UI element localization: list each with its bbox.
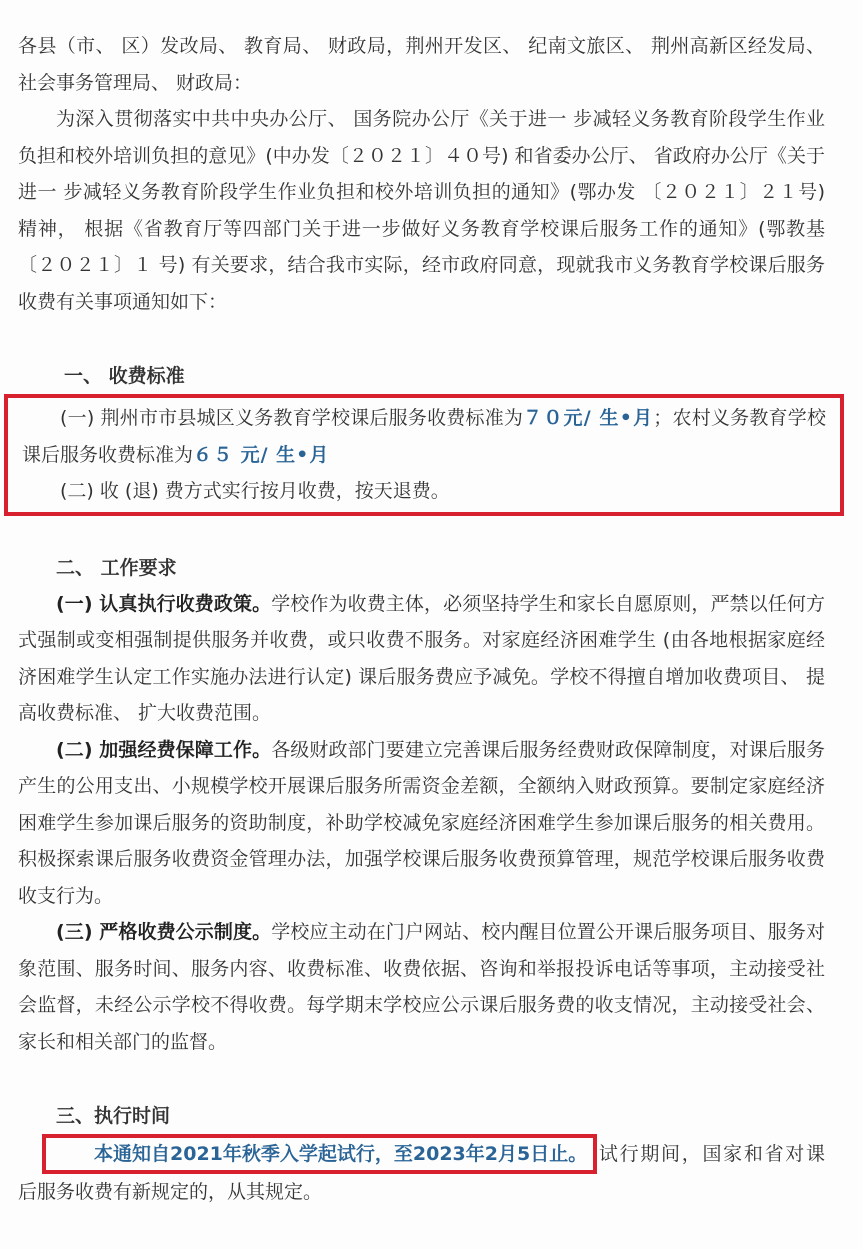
requirement-item-1-body: 学校作为收费主体，必须坚持学生和家长自愿原则，严禁以任何方式强制或变相强制提供服务并收费，或只收费不服务。对家庭经济困难学生 (由各地根据家庭经济困难学生认定工作实施办法进行认定) 课后服务费应予减免。学校不得擅自增加收费项目、 提高收费标准、 扩大收费范围。 [18, 592, 825, 724]
fee-standard-highlight-box [4, 394, 844, 516]
fee-standard-text-b: ；农村义务教育学校课后服务收费标准为 [22, 407, 826, 466]
requirement-item-2 [18, 732, 825, 915]
requirement-item-1 [18, 586, 825, 732]
effective-date-rest: 试行期间，国家和省对课后服务收费有新规定的，从其规定。 [18, 1143, 825, 1203]
urban-fee-price: ７０元/ 生•月 [523, 407, 654, 429]
requirement-item-3-title: (三) 严格收费公示制度。 [56, 921, 272, 943]
spacer [18, 1060, 825, 1098]
rural-fee-price: ６５ 元/ 生•月 [193, 443, 330, 466]
requirement-item-2-title: (二) 加强经费保障工作。 [56, 738, 272, 761]
requirement-item-3 [18, 914, 825, 1060]
requirement-item-1-title: (一) 认真执行收费政策。 [56, 592, 272, 615]
spacer [18, 320, 825, 358]
preamble-paragraph: 为深入贯彻落实中共中央办公厅、 国务院办公厅《关于进一 步减轻义务教育阶段学生作业负担和校外培训负担的意见》(中办发〔２０２１〕４０号) 和省委办公厅、 省政府办公厅《关于进一 步减轻义务教育阶段学生作业负担和校外培训负担的通知》(鄂办发 〔２０２１〕２１号) 精神， 根据《省教育厅等四部门关于进一步做好义务教育学校课后服务工作的通知》(鄂教基 〔２０２１〕１ 号) 有关要求，结合我市实际，经市政府同意，现就我市义务教育学校课后服务收费有关事项通知如下： [18, 108, 825, 313]
effective-date-highlight: 本通知自2021年秋季入学起试行，至2023年2月5日止。 [42, 1134, 597, 1174]
fee-standard-item-2: (二) 收 (退) 费方式实行按月收费，按天退费。 [60, 480, 450, 502]
section-heading-fee-standard: 一、 收费标准 [64, 365, 185, 387]
requirement-item-3-body: 学校应主动在门户网站、校内醒目位置公开课后服务项目、服务对象范围、服务时间、服务内容、收费标准、收费依据、咨询和举报投诉电话等事项，主动接受社会监督，未经公示学校不得收费。每学期末学校应公示课后服务费的收支情况，主动接受社会、家长和相关部门的监督。 [18, 921, 825, 1053]
effective-date-paragraph [18, 1134, 825, 1211]
section-heading-effective-date: 三、执行时间 [56, 1105, 171, 1127]
spacer [18, 516, 825, 550]
requirement-item-2-body: 各级财政部门要建立完善课后服务经费财政保障制度，对课后服务产生的公用支出、小规模学校开展课后服务所需资金差额，全额纳入财政预算。要制定家庭经济困难学生参加课后服务的资助制度，补助学校减免家庭经济困难学生参加课后服务的相关费用。积极探索课后服务收费资金管理办法，加强学校课后服务收费预算管理，规范学校课后服务收费收支行为。 [18, 738, 825, 907]
recipients-paragraph: 各县（市、 区）发改局、 教育局、 财政局，荆州开发区、 纪南文旅区、 荆州高新区经发局、 社会事务管理局、 财政局： [18, 35, 825, 94]
fee-standard-text-a: (一) 荆州市市县城区义务教育学校课后服务收费标准为 [60, 407, 524, 429]
section-heading-requirements: 二、 工作要求 [56, 556, 177, 579]
fee-standard-item-1 [22, 400, 826, 473]
